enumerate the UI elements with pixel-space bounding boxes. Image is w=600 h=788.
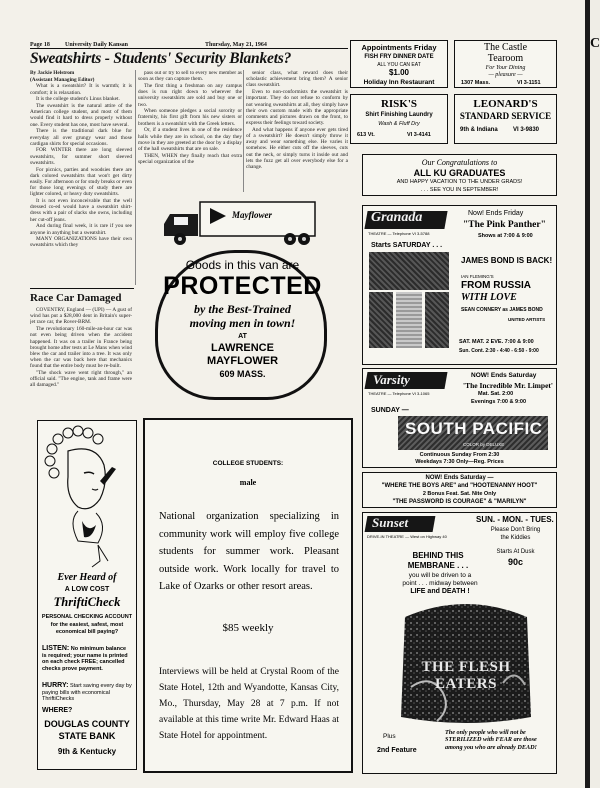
bank-name2: STATE BANK bbox=[58, 731, 116, 741]
granada-photo-woman2 bbox=[396, 292, 422, 348]
bank-address: 9th & Kentucky bbox=[57, 747, 117, 756]
article-paragraph: pass out or try to sell to every new member as soon as they can capture them. bbox=[138, 70, 242, 83]
leonards-name2: STANDARD SERVICE bbox=[459, 111, 552, 121]
thrifti-hurry-key: HURRY: bbox=[42, 682, 69, 689]
castle-title: The Castle bbox=[483, 42, 528, 53]
sunset-behind2: MEMBRANE . . . bbox=[407, 561, 469, 570]
sunset-now-line4: "THE PASSWORD IS COURAGE" & "MARILYN" bbox=[392, 499, 527, 505]
congrats-line3: AND HAPPY VACATION TO THE UNDER GRADS! bbox=[396, 179, 523, 185]
article-paragraph: For picnics, parties and woodsies there are dark colored sweatshirts that won't get dirty easily. For afternoon or for study breaks or even for those long evenings of study there are lighter colored, or heavy duty sweatshirts. bbox=[30, 166, 132, 198]
college-pay: $85 weekly bbox=[222, 622, 274, 634]
sunset-name: Sunset bbox=[372, 515, 409, 530]
mayflower-line1: Goods in this van are bbox=[185, 258, 300, 272]
graduates-congrats-ad bbox=[362, 154, 557, 196]
thrifti-listen-text: No minimum balance is required; your name is printed on each check FREE; cancelled checks prove payment. bbox=[42, 646, 128, 672]
sunset-please2: the Kiddies bbox=[500, 535, 531, 541]
granada-photo-woman1 bbox=[369, 292, 393, 348]
article-byline: By Jackie Helstrom bbox=[30, 70, 75, 76]
sunset-drive-in-ad bbox=[362, 512, 557, 774]
granada-times2: Sun. Cont. 2:30 - 4:40 - 6:50 - 9:00 bbox=[459, 348, 539, 354]
race-rule bbox=[30, 288, 134, 289]
varsity-name: Varsity bbox=[373, 372, 410, 387]
varsity-film: 'The Incredible Mr. Limpet' bbox=[463, 381, 553, 390]
granada-photo-top bbox=[369, 252, 449, 290]
sunset-sub: DRIVE-IN THEATRE — West on Highway 40 bbox=[367, 534, 447, 539]
varsity-now: NOW! Ends Saturday bbox=[471, 372, 537, 379]
risks-name: RISK'S bbox=[380, 98, 418, 110]
congrats-line4: . . . SEE YOU IN SEPTEMBER! bbox=[420, 187, 499, 193]
thrifticheck-ad bbox=[37, 420, 137, 770]
sunset-behind5: LIFE and DEATH ! bbox=[410, 588, 470, 595]
sunset-behind1: BEHIND THIS bbox=[412, 551, 464, 560]
appt-price: $1.00 bbox=[388, 68, 410, 77]
article-byline-role: (Assistant Managing Editor) bbox=[30, 76, 95, 83]
granada-title2: WITH LOVE bbox=[461, 292, 517, 303]
sunset-dusk: Starts At Dusk bbox=[496, 549, 535, 555]
article-paragraph: Even to non-conformists the sweatshirt is important. They do not refuse to conform by not wearing sweatshirts at all, they simply have their own custom made with the appropriate comments and pictures drawn on the front, to express their feelings toward society. bbox=[246, 89, 348, 127]
article-paragraph: THEN, WHEN they finally reach that extra special organization of the bbox=[138, 152, 242, 165]
risks-line1: Shirt Finishing Laundry bbox=[365, 112, 433, 118]
college-gender: male bbox=[239, 478, 257, 487]
woman-illustration bbox=[38, 421, 136, 569]
college-footer: Interviews will be held at Crystal Room of the State Hotel, 12th and Wyandotte, Kansas City, Mo., Thursday, May 28 at 7 p.m. If not available at this time write Mr. Edward Haas at State Hotel for appointment. bbox=[159, 667, 339, 741]
castle-title2: Tearoom bbox=[487, 53, 524, 64]
article-paragraph: And what happens if anyone ever gets tired of a sweatshirt? He doesn't simply throw it away and wear something else. He varies it somehow. He either cuts off the sleeves, cuts out the neck, or simply turns it inside out and lets the fuzz get all over everybody else for a change. bbox=[246, 126, 348, 171]
article-paragraph: It is the college student's Linus blanket. bbox=[36, 96, 120, 103]
sunset-now-line3: 2 Bonus Feat. Sat. Nite Only bbox=[422, 491, 497, 497]
van-brand: Mayflower bbox=[232, 210, 272, 220]
moving-van-illustration bbox=[140, 192, 345, 254]
article-paragraph: senior class, what reward does their scholastic achievement bring them? A senior class sweatshirt. bbox=[246, 70, 348, 89]
article-paragraph: And during final week, it is rare if you see anyone in anything but a sweatshirt. bbox=[30, 223, 132, 236]
thrifti-where: WHERE? bbox=[42, 707, 73, 714]
varsity-mat: Mat. Sat. 2:00 bbox=[478, 391, 514, 397]
granada-times1: SAT. MAT. 2 EVE. 7:00 & 9:00 bbox=[459, 339, 534, 345]
header-rule bbox=[30, 48, 348, 49]
race-headline: Race Car Damaged bbox=[30, 292, 122, 304]
article-paragraph: The first thing a freshman on any campus does is run right down to wherever the university sweatshirts are sold and buy one or two. bbox=[138, 82, 242, 108]
article-column-2 bbox=[138, 70, 242, 192]
castle-tag1: For Your Dining bbox=[485, 65, 526, 71]
granada-ian: IAN FLEMING'S bbox=[461, 274, 494, 279]
article-paragraph: MANY ORGANIZATIONS have their own sweatshirts which they bbox=[30, 236, 132, 249]
next-page-glyph: C bbox=[590, 36, 600, 51]
granada-photo-bond bbox=[425, 292, 449, 348]
college-body: National organization specializing in community work will employ five college students for summer work. Pleasant outside work. Work locally for travel to Lake of Ozarks or other resort areas. bbox=[159, 511, 339, 592]
varsity-cont1: Continuous Sunday From 2:30 bbox=[419, 452, 500, 458]
mayflower-name1: LAWRENCE bbox=[211, 342, 274, 354]
mayflower-line3: by the Best-Trained bbox=[194, 302, 291, 316]
article-column-1 bbox=[30, 70, 132, 283]
granada-sub: THEATRE — Telephone VI 3-5788 bbox=[368, 231, 430, 236]
varsity-sunday: SUNDAY — bbox=[371, 407, 409, 414]
college-title: COLLEGE STUDENTS: bbox=[212, 460, 284, 467]
race-paragraph: COVENTRY, England — (UPI) — A gust of wind has put a $28,000 dent in Britain's super-jet race car, the Rover-BRM. bbox=[30, 307, 132, 326]
thrifti-brand: ThriftiCheck bbox=[53, 595, 121, 609]
article-paragraph: It is not even inconceivable that the well dressed co-ed would have a sweatshirt shirt-dress with a pair of slacks she owns, including her cut-off jeans. bbox=[30, 198, 132, 223]
appt-line1: FISH FRY DINNER DATE bbox=[364, 54, 434, 60]
risks-address: 613 Vt. bbox=[357, 132, 375, 138]
granada-shows: Shows at 7:00 & 9:00 bbox=[478, 233, 533, 239]
varsity-title: SOUTH PACIFIC bbox=[405, 419, 543, 438]
granada-starts: Starts SATURDAY . . . bbox=[371, 242, 443, 249]
leonards-name: LEONARD'S bbox=[473, 98, 538, 110]
next-page-edge bbox=[590, 0, 600, 788]
article-paragraph: The sweatshirt is the natural attire of the American college student, and most of them would find it hard to dress properly without one. Every student has one, most have several. bbox=[30, 103, 132, 128]
granada-theatre-ad bbox=[362, 205, 557, 365]
castle-tearoom-ad bbox=[454, 40, 557, 88]
bank-name1: DOUGLAS COUNTY bbox=[44, 719, 130, 729]
article-paragraph: When someone pledges a social sorority or fraternity, his first gift from his new sisters or brothers is a sweatshirt with the Greek letters. bbox=[138, 108, 242, 127]
sunset-behind4: point . . . midway between bbox=[402, 580, 478, 587]
congrats-line1: Our Congratulations to bbox=[421, 158, 498, 167]
appt-title: Appointments Friday bbox=[361, 43, 437, 52]
sunset-days: SUN. - MON. - TUES. bbox=[476, 515, 554, 524]
thrifti-line1: Ever Heard of bbox=[57, 572, 117, 583]
thrifti-listen-key: LISTEN: bbox=[42, 645, 70, 652]
sunset-now-ad bbox=[362, 472, 557, 508]
page-number: Page 18 bbox=[30, 42, 50, 48]
thrifti-line4: for the easiest, safest, most economical bill paying? bbox=[50, 622, 124, 635]
mayflower-ad bbox=[140, 192, 345, 404]
column-rule bbox=[243, 70, 244, 192]
issue-date: Thursday, May 21, 1964 bbox=[205, 42, 267, 48]
thrifti-listen bbox=[42, 646, 132, 672]
castle-phone: VI 3-1151 bbox=[517, 80, 541, 86]
appt-name: Holiday Inn Restaurant bbox=[363, 79, 435, 86]
appointments-ad bbox=[350, 40, 448, 88]
appt-line2: ALL YOU CAN EAT bbox=[377, 62, 421, 68]
thrifti-hurry-text: Start saving every day by paying bills with economical ThriftiChecks bbox=[42, 683, 132, 702]
risks-phone: VI 3-4141 bbox=[407, 132, 431, 138]
article-paragraph: FOR WINTER there are long sleeved sweatshirts, for summer short sleeved sweatshirts. bbox=[30, 147, 132, 166]
granada-film: "The Pink Panther" bbox=[463, 220, 546, 230]
article-column-3 bbox=[246, 70, 348, 192]
granada-name: Granada bbox=[371, 210, 423, 225]
varsity-sub: THEATRE — Telephone VI 3-1065 bbox=[368, 391, 430, 396]
column-rule bbox=[135, 70, 136, 285]
race-paragraph: "The shock wave went right through," an official said. "The engine, tank and frame were all damaged." bbox=[30, 370, 132, 389]
mayflower-line4: moving men in town! bbox=[189, 316, 296, 330]
leonards-phone: VI 3-9830 bbox=[513, 127, 540, 133]
mayflower-address: 609 MASS. bbox=[219, 369, 266, 379]
granada-title1: FROM RUSSIA bbox=[461, 280, 531, 291]
congrats-line2: ALL KU GRADUATES bbox=[413, 168, 506, 178]
race-story bbox=[30, 307, 132, 417]
varsity-eve: Evenings 7:00 & 9:00 bbox=[471, 399, 527, 405]
leonards-address: 9th & Indiana bbox=[460, 127, 498, 133]
mayflower-protected: PROTECTED bbox=[163, 272, 322, 300]
granada-now: Now! Ends Friday bbox=[468, 210, 524, 217]
risks-line2: Wash & Fluff Dry bbox=[378, 121, 420, 127]
mayflower-at: AT bbox=[238, 333, 247, 340]
sunset-now-line2: "WHERE THE BOYS ARE" and "HOOTENANNY HOOT" bbox=[381, 483, 538, 489]
sunset-price: 90c bbox=[507, 557, 524, 567]
varsity-tag: COLOR by DELUXE bbox=[463, 442, 505, 447]
race-paragraph: The revolutionary 160-mile-an-hour car was not even being driven when the accident happened. It was on a trailer in France being brought home after tests at Le Mans when wind blew the car and trailer into a tree. It was only when the car was back here that mechanics found that the entire body must be re-built. bbox=[30, 326, 132, 370]
castle-address: 1307 Mass. bbox=[461, 80, 491, 86]
sunset-plus: Plus bbox=[383, 733, 396, 740]
granada-bond: JAMES BOND IS BACK! bbox=[461, 256, 553, 265]
sunset-now-line1: NOW! Ends Saturday — bbox=[425, 475, 494, 481]
thrifti-line3: PERSONAL CHECKING ACCOUNT bbox=[41, 614, 133, 620]
sunset-second: 2nd Feature bbox=[377, 747, 417, 754]
college-students-ad bbox=[143, 418, 353, 773]
paper-name: University Daily Kansan bbox=[65, 42, 129, 48]
sunset-tagline: The only people who will not be STERILIZED with FEAR are those among you who are already DEAD! bbox=[445, 729, 537, 751]
sunset-please1: Please Don't Bring bbox=[490, 527, 541, 533]
varsity-cont2: Weekdays 7:30 Only—Reg. Prices bbox=[415, 459, 504, 465]
granada-ua: UNITED ARTISTS bbox=[508, 317, 546, 322]
article-paragraph: There is the traditional dark blue for everyday all over grungy wear and those cardigan shirts for special occasions. bbox=[30, 128, 132, 147]
granada-stars: SEAN CONNERY as JAMES BOND bbox=[461, 307, 543, 313]
thrifti-hurry bbox=[42, 683, 132, 703]
risks-laundry-ad bbox=[350, 94, 448, 144]
article-paragraph: Or, if a student lives in one of the residence halls while they are in school, on the day they move in they are greeted at the door by a display of the hall sweatshirts that are on sale. bbox=[138, 127, 242, 152]
article-headline: Sweatshirts - Students' Security Blankets? bbox=[30, 50, 292, 67]
sunset-film-title: THE FLESH EATERS bbox=[421, 659, 511, 692]
mayflower-name2: MAYFLOWER bbox=[206, 355, 279, 367]
varsity-theatre-ad bbox=[362, 368, 557, 468]
article-paragraph: What is a sweatshirt? It is warmth; it is comfort; it is relaxation. bbox=[30, 83, 132, 96]
castle-tag2: — pleasure — bbox=[488, 72, 523, 78]
sunset-behind3: you will be driven to a bbox=[408, 572, 472, 579]
leonards-ad bbox=[454, 94, 557, 144]
thrifti-line2: A LOW COST bbox=[64, 586, 110, 593]
